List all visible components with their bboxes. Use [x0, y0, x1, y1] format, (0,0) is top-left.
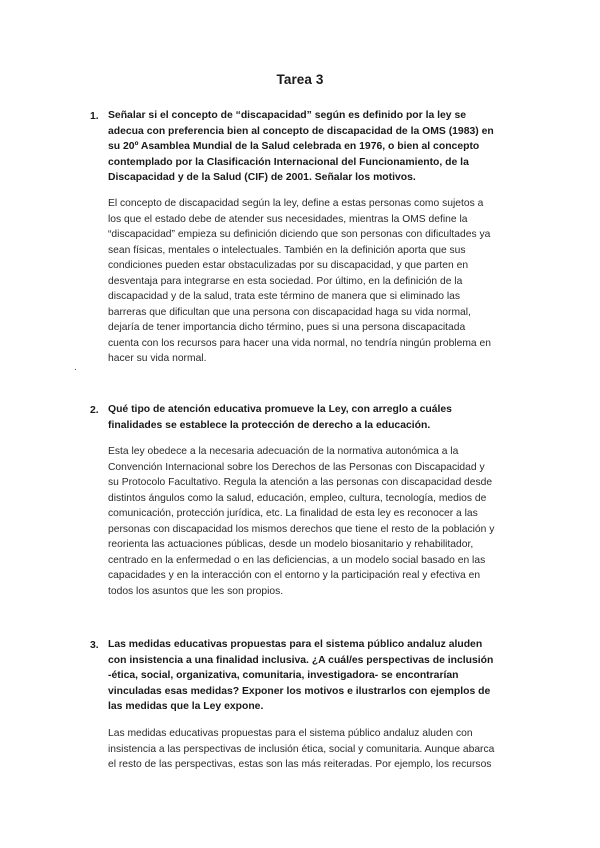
- answer-2-line: comunicación, protección jurídica, etc. La finalidad de esta ley es reconocer a las: [108, 508, 478, 519]
- question-3-prompt-line: las medidas que la Ley expone.: [108, 701, 264, 712]
- question-2-number: 2.: [90, 405, 99, 416]
- question-1-prompt-line: Discapacidad y de la Salud (CIF) de 2001. Señalar los motivos.: [108, 172, 416, 183]
- answer-2-line: Convención Internacional sobre los Derechos de las Personas con Discapacidad y: [108, 461, 485, 473]
- answer-1-line: sean físicas, mentales o intelectuales. También en la definición aporta que sus: [108, 244, 466, 256]
- answer-2-line: todos los asuntos que les son propios.: [108, 585, 284, 597]
- question-3-prompt-line: -ética, social, organizativa, comunitaria, investigadora- se encontrarían: [108, 670, 459, 681]
- answer-1-line: “discapacidad” empieza su definición diciendo que son personas con dificultades ya: [108, 229, 491, 240]
- document-title: Tarea 3: [276, 72, 324, 87]
- question-3-prompt: [108, 637, 526, 715]
- question-3-prompt-line: vinculadas esas medidas? Exponer los motivos e ilustrarlos con ejemplos de: [108, 685, 491, 697]
- question-1-answer: [108, 196, 526, 367]
- answer-1-line: desventaja para integrarse en esta sociedad. Por último, en la definición de la: [108, 275, 463, 287]
- question-3-answer: [108, 726, 526, 773]
- question-1-number: 1.: [90, 111, 99, 122]
- answer-1-line: dejaría de tener importancia dicho término, pues si una persona discapacitada: [108, 322, 466, 333]
- question-2-answer: [108, 444, 526, 599]
- answer-2-line: personas con discapacidad los mismos derechos que tiene el resto de la población y: [108, 523, 495, 535]
- answer-2-line: distintos ángulos como la salud, educación, empleo, cultura, tecnología, medios de: [108, 492, 487, 504]
- answer-3-line: el resto de las perspectivas, estas son las más reiteradas. Por ejemplo, los recursos: [108, 759, 492, 770]
- question-1-prompt-line: Señalar si el concepto de “discapacidad” según es definido por la ley se: [108, 110, 467, 121]
- question-1-prompt-line: adecua con preferencia bien al concepto de discapacidad de la OMS (1983) en: [108, 125, 494, 137]
- answer-3-line: insistencia a las perspectivas de inclusión ética, social y comunitaria. Aunque abarca: [108, 743, 495, 755]
- answer-1-line: barreras que dificultan que una persona con discapacidad haga su vida normal,: [108, 306, 471, 318]
- answer-1-line: cuenta con los recursos para hacer una vida normal, no tendría ningún problema en: [108, 337, 491, 349]
- question-2-prompt: [108, 402, 526, 433]
- answer-1-line: hacer su vida normal.: [108, 353, 207, 364]
- question-1-prompt: [108, 108, 526, 186]
- answer-1-line: los que el estado debe de atender sus necesidades, mientras la OMS define la: [108, 213, 468, 225]
- question-1-prompt-line: su 20º Asamblea Mundial de la Salud celebrada en 1976, o bien al concepto: [108, 141, 480, 152]
- question-3-prompt-line: Las medidas educativas propuestas para el sistema público andaluz aluden: [108, 639, 483, 650]
- question-1-prompt-line: contemplado por la Clasificación Internacional del Funcionamiento, de la: [108, 156, 469, 168]
- answer-2-line: reorienta las actuaciones públicas, desde un modelo biosanitario y rehabilitador,: [108, 539, 474, 550]
- answer-1-line: condiciones pueden estar obstaculizadas por su discapacidad, y que parten en: [108, 260, 469, 271]
- question-2-prompt-line: finalidades se establece la protección de derecho a la educación.: [108, 419, 431, 431]
- question-2-prompt-line: Qué tipo de atención educativa promueve la Ley, con arreglo a cuáles: [108, 404, 452, 415]
- answer-2-line: centrado en la enfermedad o en las deficiencias, a un modelo social basado en las: [108, 554, 486, 566]
- stray-mark: .: [74, 362, 77, 373]
- question-3-number: 3.: [90, 640, 99, 651]
- answer-2-line: capacidades y en la interacción con el entorno y la participación real y efectiva en: [108, 570, 481, 581]
- answer-1-line: discapacidad y de la salud, trata este término de manera que si eliminado las: [108, 291, 461, 302]
- answer-3-line: Las medidas educativas propuestas para el sistema público andaluz aluden con: [108, 728, 473, 739]
- answer-1-line: El concepto de discapacidad según la ley, define a estas personas como sujetos a: [108, 198, 484, 209]
- answer-2-line: Esta ley obedece a la necesaria adecuación de la normativa autonómica a la: [108, 446, 459, 457]
- question-3-prompt-line: con insistencia a una finalidad inclusiva. ¿A cuál/es perspectivas de inclusión: [108, 654, 494, 666]
- answer-2-line: su Protocolo Facultativo. Regula la atención a las personas con discapacidad desde: [108, 477, 493, 488]
